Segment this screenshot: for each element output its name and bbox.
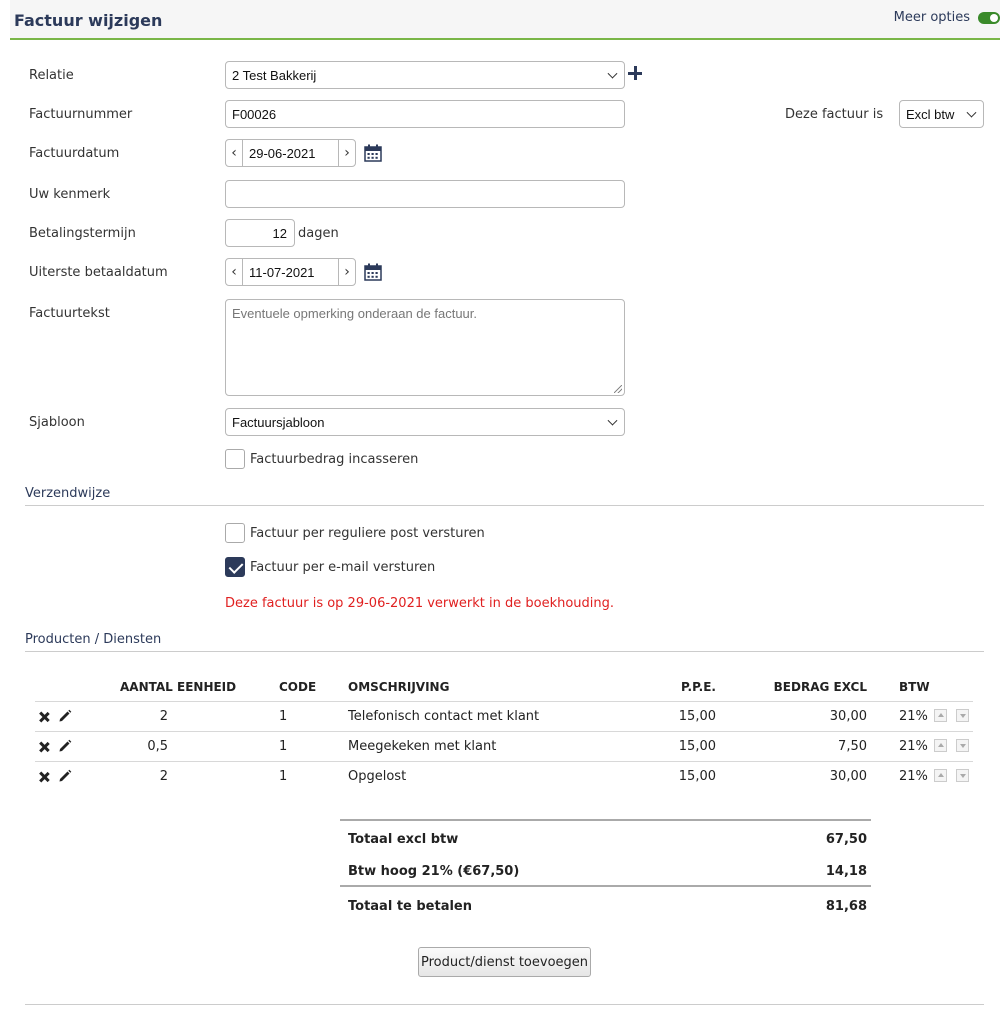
- factuurtekst-textarea[interactable]: [225, 299, 625, 396]
- factuurnummer-input[interactable]: [225, 100, 625, 128]
- col-eenheid: EENHEID: [177, 680, 237, 694]
- row-aantal: 0,5: [147, 739, 168, 754]
- total-pay-value: 81,68: [825, 899, 867, 914]
- totals-divider: [340, 819, 871, 821]
- incasseren-label: Factuurbedrag incasseren: [250, 452, 419, 467]
- factuurnummer-value: F00026: [232, 106, 277, 122]
- deze-factuur-is-label: Deze factuur is: [785, 107, 884, 122]
- arrow-down-icon[interactable]: [956, 769, 969, 782]
- plus-icon[interactable]: [628, 66, 642, 80]
- prev-date-button[interactable]: ‹: [225, 258, 243, 286]
- row-ppe: 15,00: [678, 739, 716, 754]
- prev-date-button[interactable]: ‹: [225, 139, 243, 167]
- next-date-button[interactable]: ›: [338, 258, 356, 286]
- btw-mode-value: Excl btw: [906, 106, 955, 122]
- col-ppe: P.P.E.: [680, 680, 716, 694]
- factuurnummer-label: Factuurnummer: [29, 107, 133, 122]
- row-omschrijving: Opgelost: [348, 769, 407, 784]
- post-label: Factuur per reguliere post versturen: [250, 526, 485, 541]
- factuurdatum-input[interactable]: 29-06-2021: [243, 139, 338, 167]
- edit-pencil-icon[interactable]: [58, 709, 72, 723]
- delete-x-icon[interactable]: [39, 712, 49, 722]
- row-ppe: 15,00: [678, 769, 716, 784]
- btw-label: Btw hoog 21% (€67,50): [348, 864, 520, 879]
- relatie-label: Relatie: [29, 68, 74, 83]
- uw-kenmerk-label: Uw kenmerk: [29, 187, 111, 202]
- delete-x-icon[interactable]: [39, 772, 49, 782]
- section-divider: [25, 1004, 984, 1005]
- row-code: 1: [279, 739, 288, 754]
- resize-grip-icon[interactable]: [614, 385, 622, 393]
- add-product-button[interactable]: Product/dienst toevoegen: [418, 947, 591, 977]
- factuurdatum-picker: [225, 139, 356, 167]
- sjabloon-value: Factuursjabloon: [232, 414, 325, 430]
- verzendwijze-title: Verzendwijze: [25, 486, 111, 501]
- row-divider: [35, 701, 973, 702]
- totals-divider: [340, 885, 871, 887]
- uiterste-betaaldatum-picker: [225, 258, 356, 286]
- row-divider: [35, 731, 973, 732]
- page-title: Factuur wijzigen: [14, 11, 163, 30]
- row-btw: 21%: [899, 739, 928, 754]
- row-bedrag: 30,00: [829, 769, 867, 784]
- betalingstermijn-label: Betalingstermijn: [29, 226, 136, 241]
- chevron-down-icon: [608, 416, 618, 426]
- total-excl-value: 67,50: [825, 832, 867, 847]
- delete-x-icon[interactable]: [39, 742, 49, 752]
- row-ppe: 15,00: [678, 709, 716, 724]
- more-options[interactable]: [894, 10, 1000, 25]
- chevron-down-icon: [608, 69, 618, 79]
- betalingstermijn-input[interactable]: [225, 219, 295, 247]
- betalingstermijn-value: 12: [272, 225, 287, 241]
- next-date-button[interactable]: ›: [338, 139, 356, 167]
- arrow-up-icon[interactable]: [934, 709, 947, 722]
- row-aantal: 2: [159, 769, 168, 784]
- uw-kenmerk-input[interactable]: [225, 180, 625, 208]
- row-btw: 21%: [899, 769, 928, 784]
- sjabloon-label: Sjabloon: [29, 415, 85, 430]
- row-bedrag: 7,50: [838, 739, 867, 754]
- edit-pencil-icon[interactable]: [58, 769, 72, 783]
- calendar-icon[interactable]: [364, 263, 382, 281]
- sjabloon-select[interactable]: [225, 408, 625, 436]
- email-checkbox[interactable]: [225, 557, 245, 577]
- dagen-label: dagen: [298, 226, 339, 241]
- more-options-label: Meer opties: [893, 10, 970, 25]
- col-btw: BTW: [899, 680, 930, 694]
- edit-pencil-icon[interactable]: [58, 739, 72, 753]
- col-omschrijving: OMSCHRIJVING: [348, 680, 450, 694]
- row-omschrijving: Telefonisch contact met klant: [348, 709, 540, 724]
- arrow-up-icon[interactable]: [934, 739, 947, 752]
- section-divider: [25, 651, 984, 652]
- factuurtekst-placeholder: Eventuele opmerking onderaan de factuur.: [232, 306, 478, 321]
- row-aantal: 2: [159, 709, 168, 724]
- row-omschrijving: Meegekeken met klant: [348, 739, 497, 754]
- row-code: 1: [279, 769, 288, 784]
- post-checkbox[interactable]: [225, 523, 245, 543]
- email-label: Factuur per e-mail versturen: [250, 560, 436, 575]
- relatie-select[interactable]: [225, 61, 625, 89]
- btw-value: 14,18: [825, 864, 867, 879]
- section-divider: [25, 505, 984, 506]
- factuurtekst-label: Factuurtekst: [29, 306, 110, 321]
- row-code: 1: [279, 709, 288, 724]
- total-excl-label: Totaal excl btw: [348, 832, 459, 847]
- factuurdatum-label: Factuurdatum: [29, 146, 120, 161]
- chevron-down-icon: [967, 108, 977, 118]
- col-bedrag: BEDRAG EXCL: [773, 680, 867, 694]
- processed-notice: Deze factuur is op 29-06-2021 verwerkt in de boekhouding.: [225, 596, 615, 611]
- row-btw: 21%: [899, 709, 928, 724]
- total-pay-label: Totaal te betalen: [348, 899, 473, 914]
- relatie-value: 2 Test Bakkerij: [232, 67, 317, 83]
- products-title: Producten / Diensten: [25, 632, 162, 647]
- calendar-icon[interactable]: [364, 144, 382, 162]
- col-code: CODE: [279, 680, 317, 694]
- row-bedrag: 30,00: [829, 709, 867, 724]
- arrow-down-icon[interactable]: [956, 739, 969, 752]
- arrow-up-icon[interactable]: [934, 769, 947, 782]
- row-divider: [35, 761, 973, 762]
- page-header: [10, 0, 1000, 40]
- btw-mode-select[interactable]: [899, 100, 984, 128]
- uiterste-betaaldatum-label: Uiterste betaaldatum: [29, 265, 168, 280]
- arrow-down-icon[interactable]: [956, 709, 969, 722]
- incasseren-checkbox[interactable]: [225, 449, 245, 469]
- more-options-toggle[interactable]: [978, 12, 1000, 24]
- col-aantal: AANTAL: [120, 680, 173, 694]
- uiterste-betaaldatum-input[interactable]: 11-07-2021: [243, 258, 338, 286]
